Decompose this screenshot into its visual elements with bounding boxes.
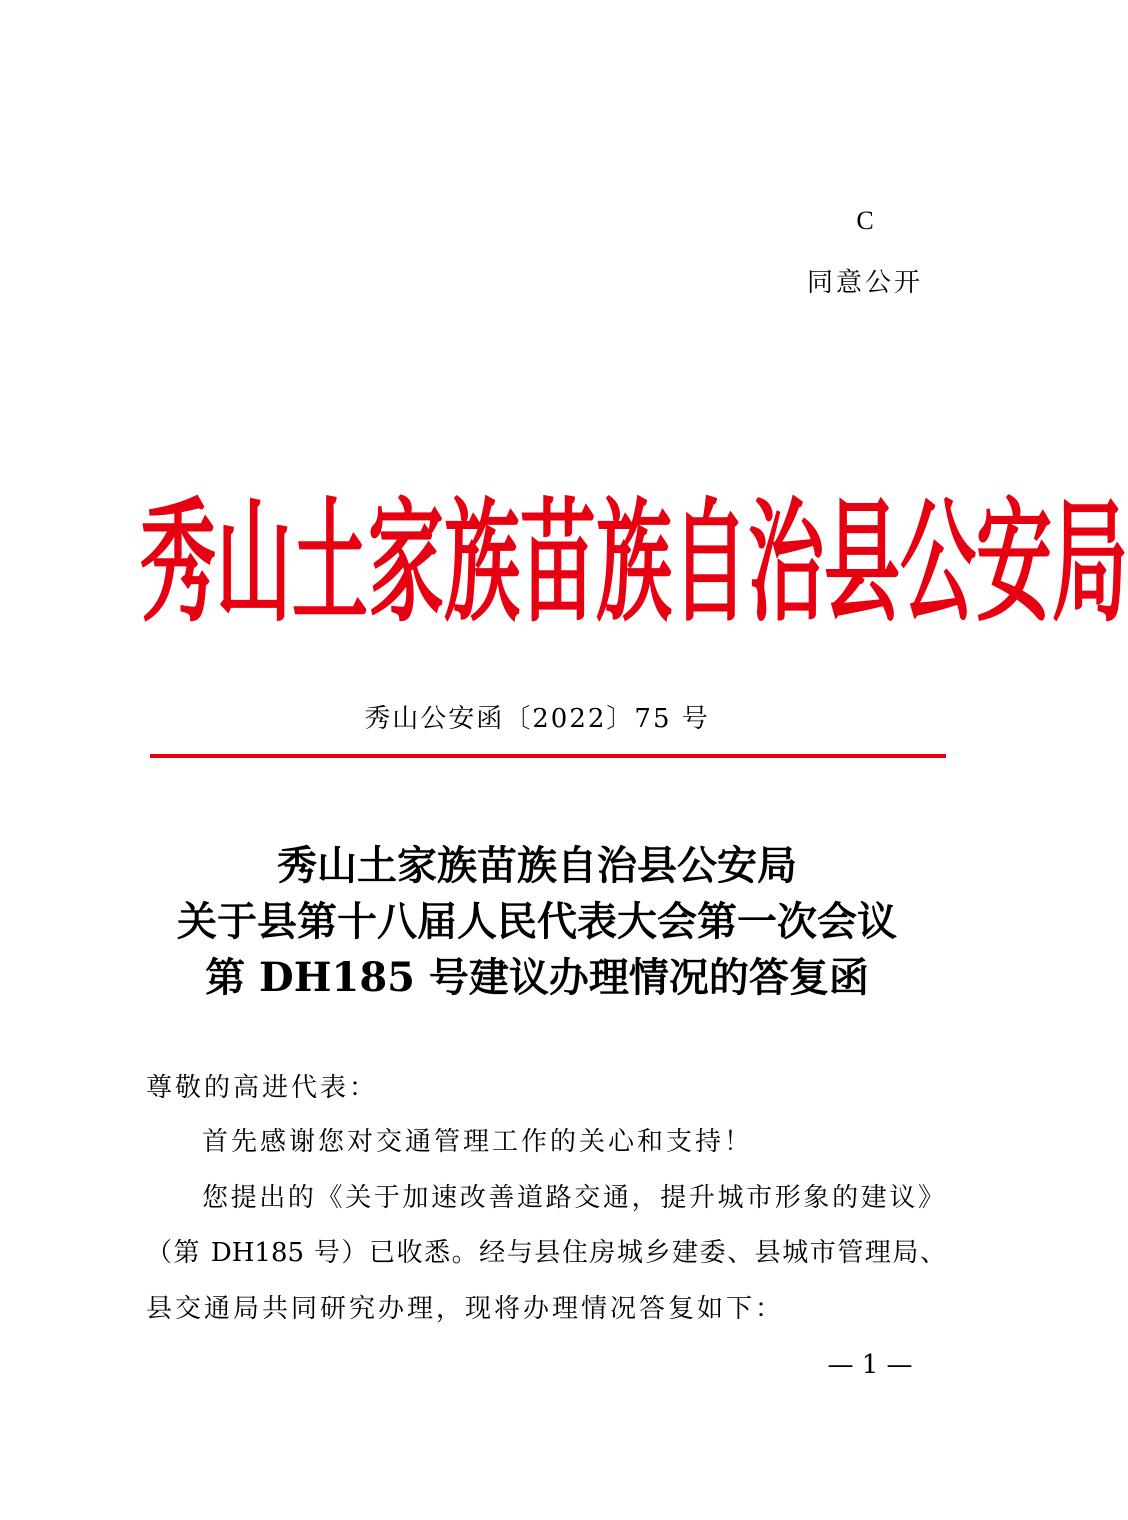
header-char: 秀 [140, 484, 216, 640]
header-char: 安 [976, 484, 1052, 640]
header-char: 治 [748, 484, 824, 640]
disclosure-status: 同意公开 [806, 268, 923, 298]
header-char: 族 [596, 484, 672, 640]
paragraph-2-line-1: 您提出的《关于加速改善道路交通，提升城市形象的建议》 [202, 1183, 944, 1213]
header-char: 土 [292, 484, 368, 640]
paragraph-2-line-3: 县交通局共同研究办理，现将办理情况答复如下： [146, 1294, 785, 1324]
header-char: 县 [824, 484, 900, 640]
document-number: 秀山公安函〔2022〕75 号 [364, 704, 710, 734]
paragraph-1: 首先感谢您对交通管理工作的关心和支持！ [202, 1127, 754, 1157]
header-char: 山 [216, 484, 292, 640]
paragraph-2-line-2: （第 DH185 号）已收悉。经与县住房城乡建委、县城市管理局、 [146, 1238, 946, 1268]
header-char: 局 [1052, 484, 1128, 640]
page-number: — 1 — [827, 1350, 913, 1380]
title-line-3: 第 DH185 号建议办理情况的答复函 [205, 954, 869, 1001]
red-divider-line [150, 754, 946, 758]
header-char: 家 [368, 484, 444, 640]
header-char: 苗 [520, 484, 596, 640]
issuing-organization-header [140, 478, 1128, 648]
title-line-1: 秀山土家族苗族自治县公安局 [277, 842, 797, 889]
header-char: 自 [672, 484, 748, 640]
salutation: 尊敬的高进代表： [146, 1073, 379, 1103]
classification-mark: C [856, 206, 874, 235]
header-char: 公 [900, 484, 976, 640]
title-line-2: 关于县第十八届人民代表大会第一次会议 [177, 898, 897, 945]
header-char: 族 [444, 484, 520, 640]
